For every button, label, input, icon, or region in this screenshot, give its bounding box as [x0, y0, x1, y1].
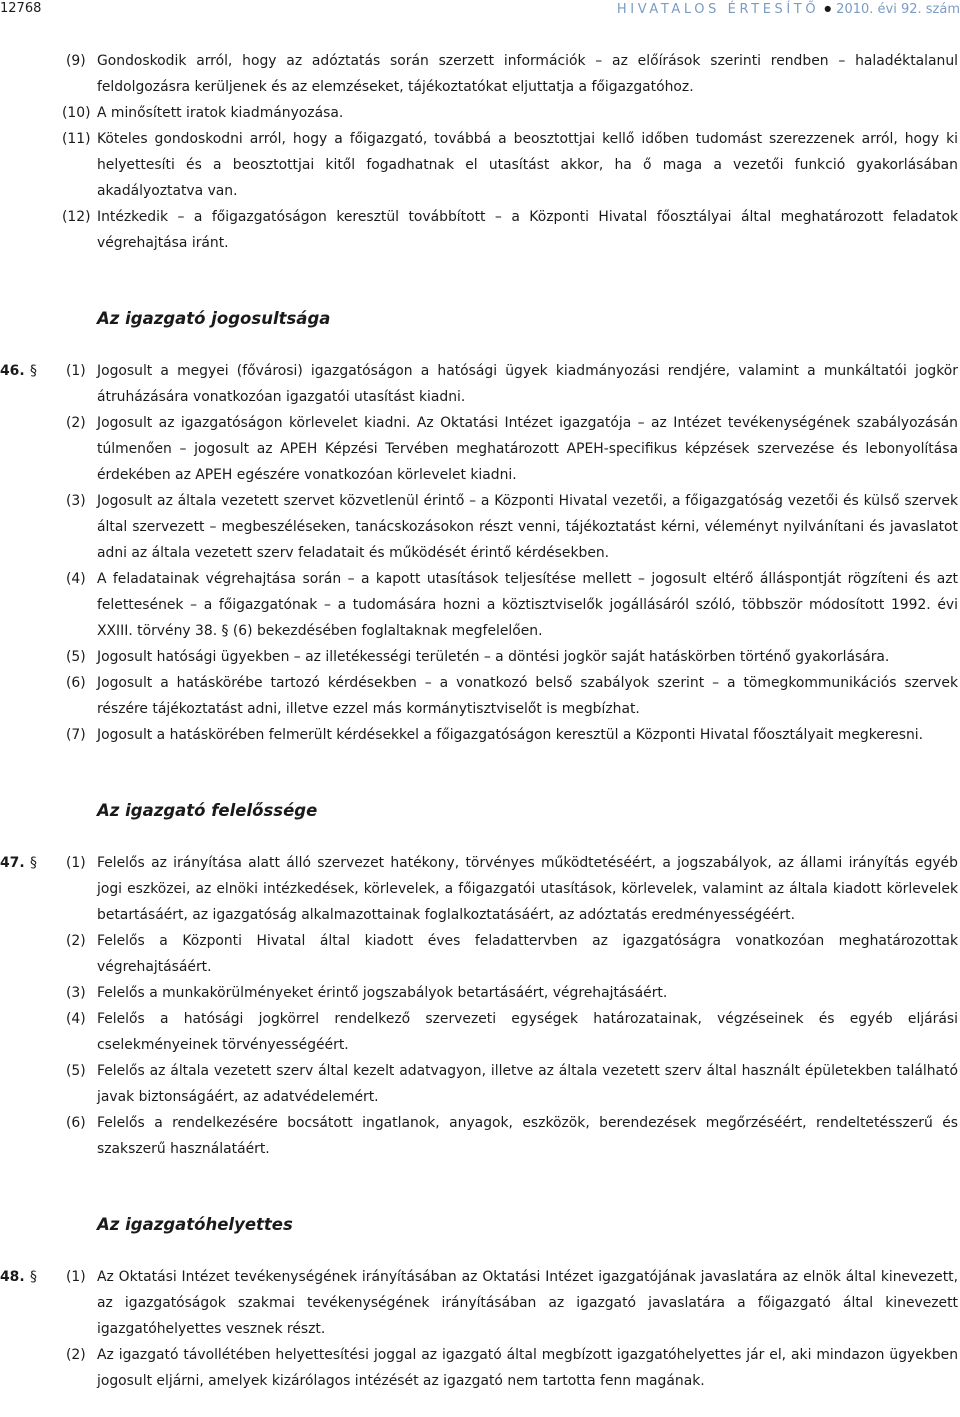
paragraph	[0, 48, 958, 100]
paragraph-number: (2)	[66, 415, 86, 431]
paragraph	[0, 1110, 958, 1162]
paragraph-number: (1)	[66, 363, 86, 379]
page-header	[0, 0, 960, 18]
document-body	[0, 48, 958, 1394]
paragraph-number: (5)	[66, 1063, 86, 1079]
paragraph-number: (7)	[66, 727, 86, 743]
paragraph	[0, 850, 958, 928]
paragraph-text: Jogosult az igazgatóságon körlevelet kiadni. Az Oktatási Intézet igazgatója – az Intézet tevékenységének szabályozásán túlmenően – jogosult az APEH Képzési Tervében meghatározott APEH-specifikus képzések szervezése és lebonyolítása érdekében az APEH egészére vonatkozóan körlevelet kiadni.	[97, 415, 958, 483]
page-number: 12768	[0, 1, 42, 16]
paragraph-text: Intézkedik – a főigazgatóságon keresztül továbbított – a Központi Hivatal főosztályai által meghatározott feladatok végrehajtása iránt.	[97, 209, 958, 251]
paragraph-text: Jogosult hatósági ügyekben – az illetékességi területén – a döntési jogkör saját hatáskörben történő gyakorlására.	[97, 649, 890, 665]
paragraph	[0, 1342, 958, 1394]
paragraph-number: (1)	[66, 1269, 86, 1285]
paragraph-text: Az Oktatási Intézet tevékenységének irányításában az Oktatási Intézet igazgatójának javaslatára az elnök által kinevezett, az igazgatóságok szakmai tevékenységének irányításában az igazgató javaslatára a főigazgató által kinevezett igazgatóhelyettes vesznek részt.	[97, 1269, 958, 1337]
paragraph-number: (4)	[66, 571, 86, 587]
paragraph-text: Gondoskodik arról, hogy az adóztatás során szerzett információk – az előírások szerinti rendben – haladéktalanul feldolgozásra kerüljenek és az elemzéseket, tájékoztatókat eljuttatja a főigazgatóhoz.	[97, 53, 958, 95]
paragraph-text: Felelős a Központi Hivatal által kiadott éves feladattervben az igazgatóságra vonatkozóan meghatározottak végrehajtásáért.	[97, 933, 958, 975]
section-number: 47.	[0, 855, 25, 871]
paragraph-number: (6)	[66, 675, 86, 691]
paragraph	[0, 126, 958, 204]
issue-label: 2010. évi 92. szám	[836, 2, 960, 17]
section-number: 48.	[0, 1269, 25, 1285]
paragraph-number: (6)	[66, 1115, 86, 1131]
paragraph	[0, 670, 958, 722]
paragraph-text: Felelős a rendelkezésére bocsátott ingatlanok, anyagok, eszközök, berendezések megőrzéséért, rendeltetésszerű és szakszerű használatáért.	[97, 1115, 958, 1157]
paragraph	[0, 100, 958, 126]
paragraph	[0, 644, 958, 670]
paragraph-number: (3)	[66, 493, 86, 509]
paragraph	[0, 410, 958, 488]
paragraph	[0, 488, 958, 566]
paragraph-text: Felelős a munkakörülményeket érintő jogszabályok betartásáért, végrehajtásáért.	[97, 985, 668, 1001]
paragraph	[0, 1058, 958, 1110]
paragraph	[0, 204, 958, 256]
paragraph-number: (9)	[66, 53, 86, 69]
paragraph	[0, 928, 958, 980]
paragraph-text: Felelős a hatósági jogkörrel rendelkező szervezeti egységek határozatainak, végzéseinek és egyéb eljárási cselekményeinek törvényességéért.	[97, 1011, 958, 1053]
paragraph-number: (2)	[66, 1347, 86, 1363]
paragraph-text: Felelős az irányítása alatt álló szervezet hatékony, törvényes működtetéséért, a jogszabályok, az állami irányítás egyéb jogi eszközei, az elnöki intézkedések, körlevelek, a főigazgatói utasítások, körlevelek, valamint az általa kiadott körlevelek betartásáért, az igazgatóság alkalmazottainak foglalkoztatásáért, az adóztatás eredményességéért.	[97, 855, 958, 923]
paragraph-number: (1)	[66, 855, 86, 871]
paragraph-text: A feladatainak végrehajtása során – a kapott utasítások teljesítése mellett – jogosult eltérő álláspontját rögzíteni és azt felettesének – a főigazgatónak – a tudomására hozni a köztisztviselők jogállásáról szóló, többször módosított 1992. évi XXIII. törvény 38. § (6) bekezdésében foglaltaknak megfelelően.	[97, 571, 958, 639]
section-sign: §	[30, 1269, 37, 1285]
paragraph-text: Jogosult a megyei (fővárosi) igazgatóságon a hatósági ügyek kiadmányozási rendjére, valamint a munkáltatói jogkör átruházására vonatkozóan igazgatói utasítást kiadni.	[97, 363, 958, 405]
paragraph	[0, 566, 958, 644]
paragraph-number: (4)	[66, 1011, 86, 1027]
paragraph	[0, 1264, 958, 1342]
paragraph-number: (2)	[66, 933, 86, 949]
paragraph	[0, 358, 958, 410]
section-sign: §	[30, 855, 37, 871]
running-header	[617, 0, 960, 19]
paragraph-text: Jogosult a hatáskörében felmerült kérdésekkel a főigazgatóságon keresztül a Központi Hivatal főosztályait megkeresni.	[97, 727, 924, 743]
paragraph-number: (3)	[66, 985, 86, 1001]
section-heading: Az igazgató jogosultsága	[97, 309, 331, 328]
paragraph-number: (11)	[62, 131, 91, 147]
paragraph-text: Jogosult az általa vezetett szervet közvetlenül érintő – a Központi Hivatal vezetői, a főigazgatóság vezetői és külső szervek által szervezett – megbeszéléseken, tanácskozásokon részt venni, tájékoztatást kérni, véleményt nyilvánítani és javaslatot adni az általa vezetett szerv feladatait és működését érintő kérdésekben.	[97, 493, 958, 561]
paragraph-text: A minősített iratok kiadmányozása.	[97, 105, 344, 121]
section-heading: Az igazgató felelőssége	[97, 801, 318, 820]
section-heading: Az igazgatóhelyettes	[97, 1215, 293, 1234]
paragraph	[0, 980, 958, 1006]
paragraph-text: Jogosult a hatáskörébe tartozó kérdésekben – a vonatkozó belső szabályok szerint – a tömegkommunikációs szervek részére tájékoztatást adni, illetve ezzel más kormánytisztviselőt is megbízhat.	[97, 675, 958, 717]
bullet-separator: ●	[824, 4, 832, 13]
paragraph-number: (12)	[62, 209, 91, 225]
paragraph	[0, 1006, 958, 1058]
paragraph-text: Felelős az általa vezetett szerv által kezelt adatvagyon, illetve az általa vezetett szerv által használt épületekben található javak biztonságáért, az adatvédelemért.	[97, 1063, 958, 1105]
paragraph-number: (5)	[66, 649, 86, 665]
paragraph-number: (10)	[62, 105, 91, 121]
paragraph	[0, 722, 958, 748]
section-number: 46.	[0, 363, 25, 379]
paragraph-text: Köteles gondoskodni arról, hogy a főigazgató, továbbá a beosztottjai kellő időben tudomást szerezzenek arról, hogy ki helyettesíti és a beosztottjai kitől fogadhatnak el utasítást akkor, ha ő maga a vezetői funkció gyakorlásában akadályoztatva van.	[97, 131, 958, 199]
paragraph-text: Az igazgató távollétében helyettesítési joggal az igazgató által megbízott igazgatóhelyettes jár el, aki mindazon ügyekben jogosult eljárni, amelyek kizárólagos intézését az igazgató nem tartotta fenn magának.	[97, 1347, 958, 1389]
section-sign: §	[30, 363, 37, 379]
publication-title: HIVATALOS ÉRTESÍTŐ	[616, 2, 820, 17]
